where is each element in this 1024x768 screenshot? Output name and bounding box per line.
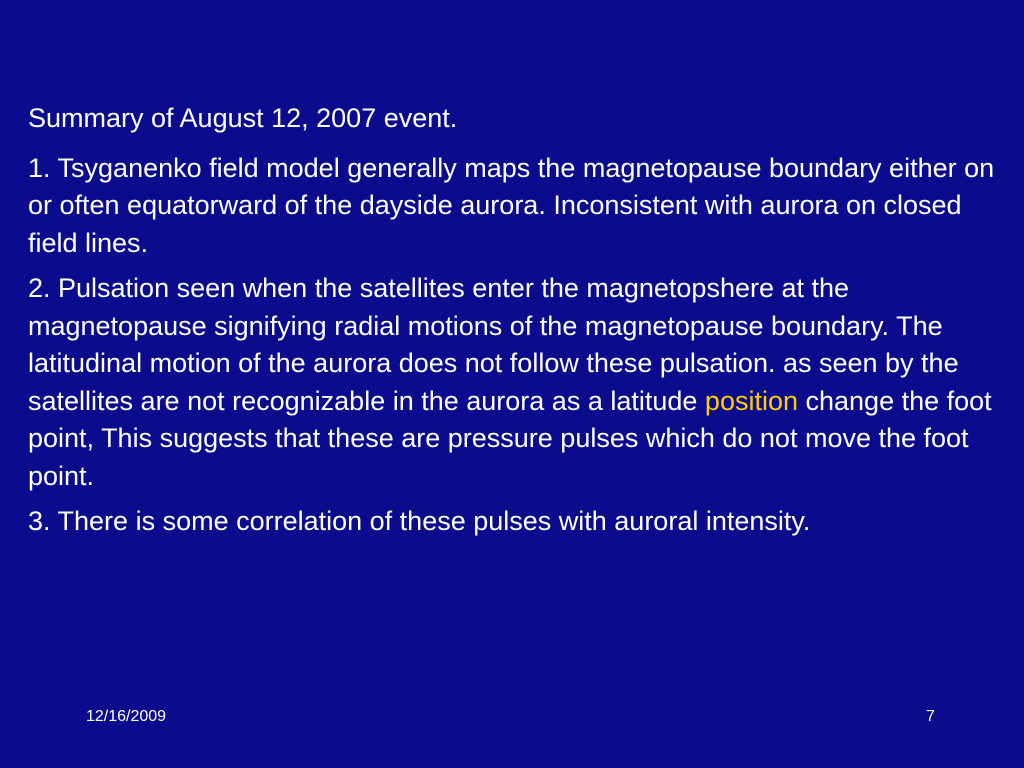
footer-date: 12/16/2009: [86, 708, 167, 725]
page-number: 7: [926, 708, 935, 725]
summary-title: Summary of August 12, 2007 event.: [28, 103, 458, 133]
point-1: 1. Tsyganenko field model generally maps the magnetopause boundary either on or often equatorward of the dayside aurora. Inconsistent with aurora on closed field lines.: [28, 152, 995, 258]
point-2: [28, 270, 1018, 495]
point-2-highlight: position: [704, 385, 798, 416]
point-2-text-after: change the foot point, This suggests that these are pressure pulses which do not move the foot point.: [28, 385, 992, 491]
point-3: 3. There is some correlation of these pulses with auroral intensity.: [28, 506, 811, 536]
point-2-text-before: 2. Pulsation seen when the satellites enter the magnetopshere at the magnetopause signifying radial motions of the magnetopause boundary. The latitudinal motion of the aurora does not follow these pulsation. as seen by the satellites are not recognizable in the aurora as a latitude: [28, 273, 959, 416]
slide-body: [28, 100, 1018, 549]
